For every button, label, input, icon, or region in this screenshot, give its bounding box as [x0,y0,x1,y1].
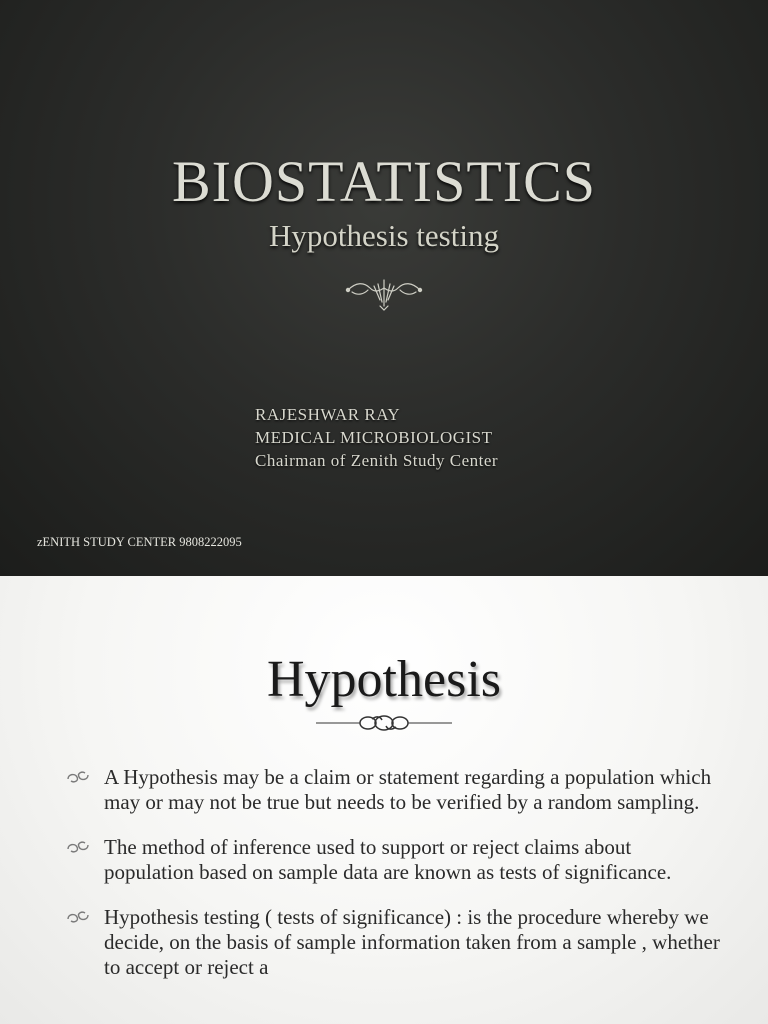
author-name: RAJESHWAR RAY [255,405,401,424]
scroll-divider-icon [316,712,452,734]
linked-loops-bullet-icon [66,840,90,854]
linked-loops-bullet-icon [66,910,90,924]
bullet-list [66,765,726,1000]
bullet-text: The method of inference used to support or reject claims about population based on sample data are known as tests of significance. [104,835,672,884]
author-affiliation: Chairman of Zenith Study Center [255,451,499,470]
flourish-ornament-icon [340,272,428,312]
list-item [66,765,726,815]
slide-footer: zENITH STUDY CENTER 9808222095 [37,535,242,549]
slide-subtitle: Hypothesis testing [269,218,499,253]
author-role: MEDICAL MICROBIOLOGIST [255,428,493,447]
linked-loops-bullet-icon [66,770,90,784]
bullet-text: A Hypothesis may be a claim or statement regarding a population which may or may not be true but needs to be verified by a random sampling. [104,765,712,814]
content-slide-title: Hypothesis [267,651,501,708]
bullet-text: Hypothesis testing ( tests of significance) : is the procedure whereby we decide, on the basis of sample information taken from a sample , whether to accept or reject a [104,905,720,979]
author-info [255,403,498,472]
list-item [66,835,726,885]
list-item [66,905,726,980]
slide-title: BIOSTATISTICS [171,149,597,214]
